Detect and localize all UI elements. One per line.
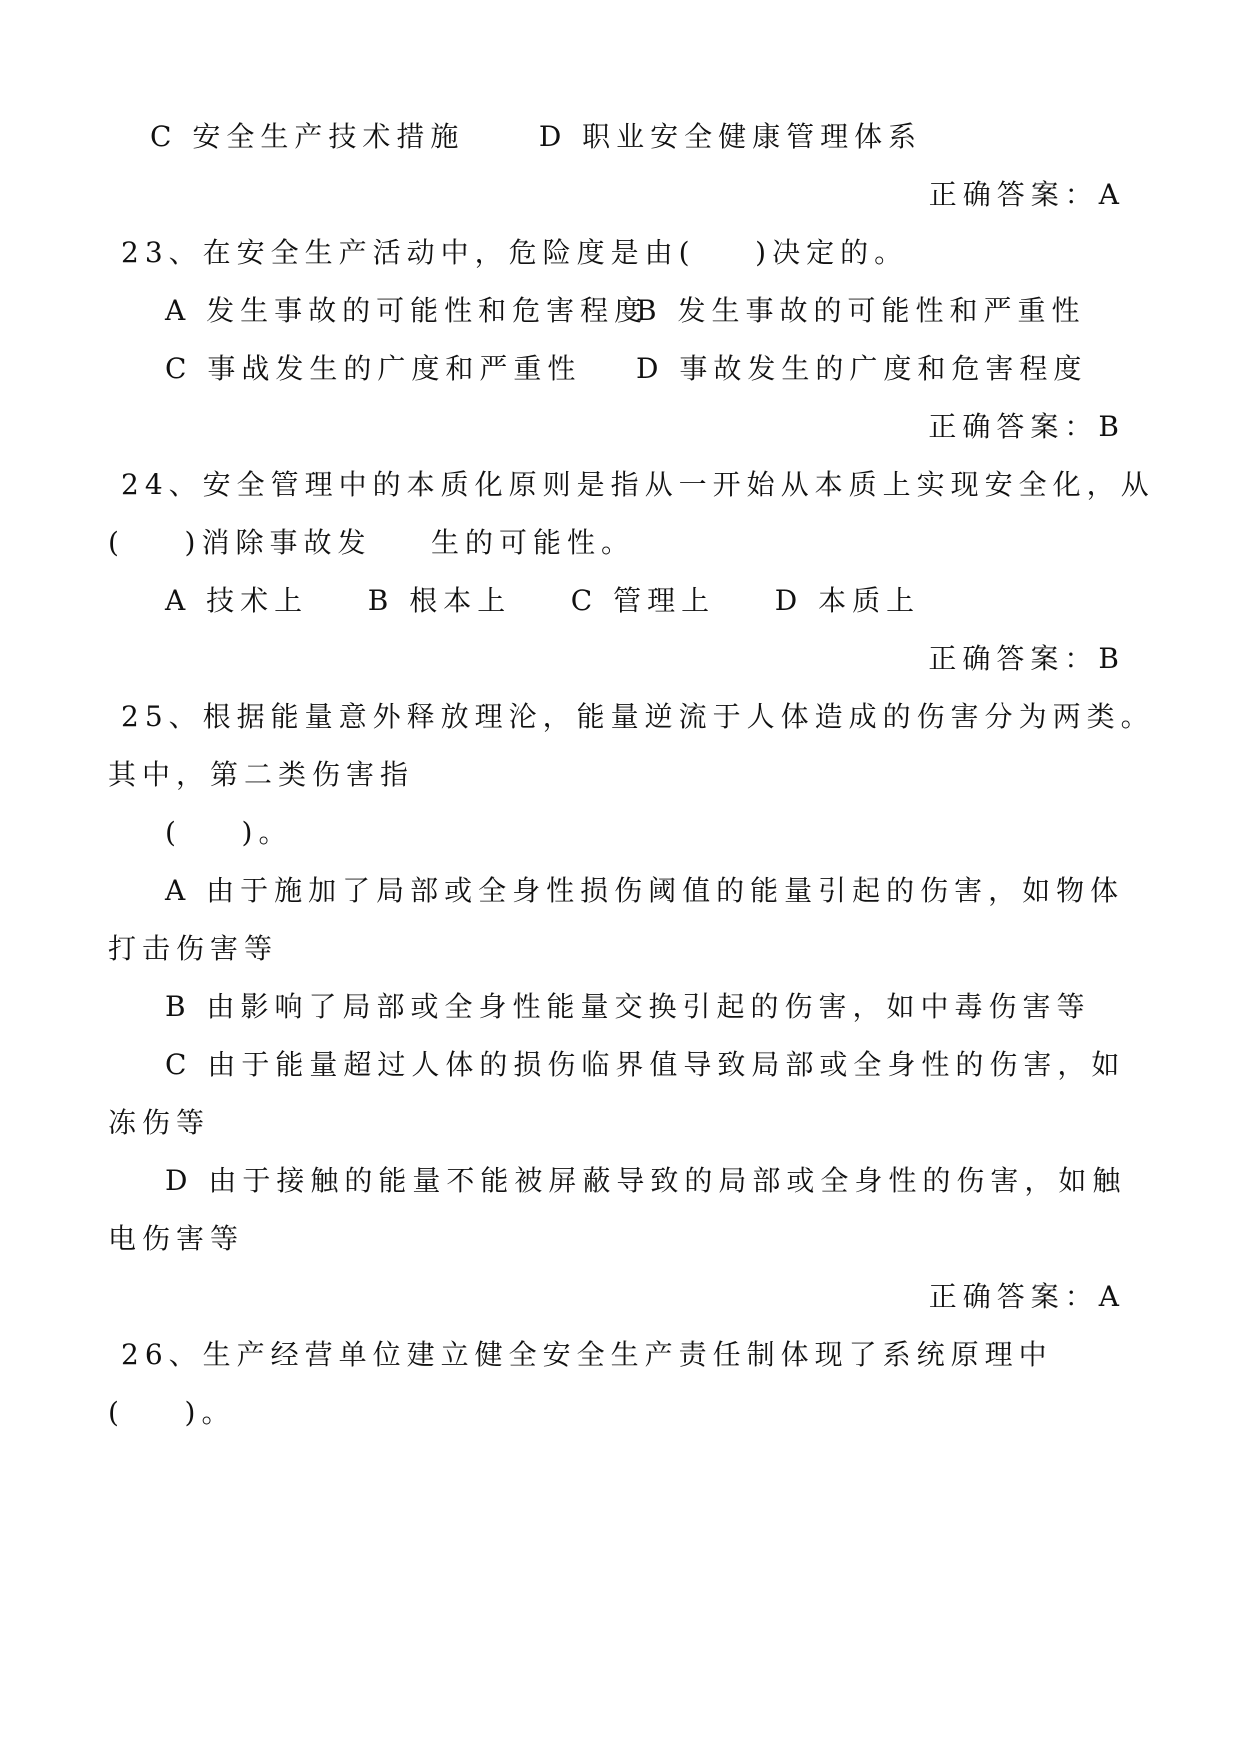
q24-stem-line2: ( )消除事故发 生的可能性。 <box>108 526 636 559</box>
q26-stem-line1: 26、生产经营单位建立健全安全生产责任制体现了系统原理中 <box>121 1338 1053 1371</box>
q25-option-c-line1: C 由于能量超过人体的损伤临界值导致局部或全身性的伤害，如 <box>165 1048 1126 1081</box>
q22-options-cd: C 安全生产技术措施 D 职业安全健康管理体系 <box>150 120 923 153</box>
q24-stem-line1: 24、安全管理中的本质化原则是指从一开始从本质上实现安全化，从 <box>121 468 1155 501</box>
q23-answer: 正确答案：B <box>928 410 1125 443</box>
q24-answer: 正确答案：B <box>928 642 1125 675</box>
q25-option-a-line1: A 由于施加了局部或全身性损伤阈值的能量引起的伤害，如物体 <box>165 874 1125 907</box>
q26-stem-line2: ( )。 <box>108 1396 236 1429</box>
q22-answer: 正确答案：A <box>928 178 1125 211</box>
q25-answer: 正确答案：A <box>928 1280 1125 1313</box>
q25-option-d-line1: D 由于接触的能量不能被屏蔽导致的局部或全身性的伤害，如触 <box>165 1164 1127 1197</box>
q25-option-a-line2: 打击伤害等 <box>108 932 279 965</box>
q25-option-c-line2: 冻伤等 <box>108 1106 211 1139</box>
q25-option-b: B 由影响了局部或全身性能量交换引起的伤害，如中毒伤害等 <box>165 990 1091 1023</box>
q25-stem-line3: ( )。 <box>165 816 293 849</box>
q23-option-d: D 事故发生的广度和危害程度 <box>636 352 1088 385</box>
q23-option-a: A 发生事故的可能性和危害程度 <box>165 294 649 327</box>
q23-option-b: B 发生事故的可能性和严重性 <box>636 294 1086 327</box>
q25-stem-line1: 25、根据能量意外释放理沦，能量逆流于人体造成的伤害分为两类。 <box>121 700 1155 733</box>
q23-option-c: C 事战发生的广度和严重性 <box>165 352 582 385</box>
q25-stem-line2: 其中，第二类伤害指 <box>108 758 415 791</box>
q25-option-d-line2: 电伤害等 <box>108 1222 245 1255</box>
q23-stem: 23、在安全生产活动中，危险度是由( )决定的。 <box>121 236 909 269</box>
q24-options: A 技术上 B 根本上 C 管理上 D 本质上 <box>165 584 921 617</box>
